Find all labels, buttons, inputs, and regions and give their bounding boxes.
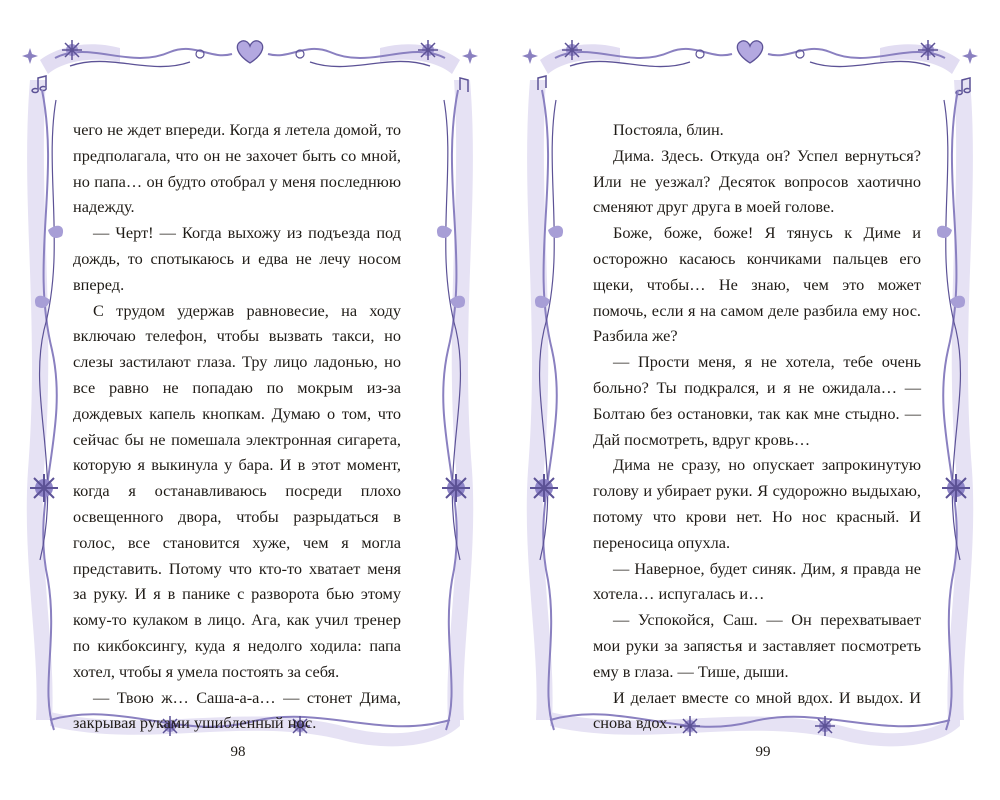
left-page-text <box>73 117 401 736</box>
cornflower-icon <box>918 40 938 60</box>
paragraph: Дима не сразу, но опускает запрокинутую голову и убирает руки. Я судорожно выдыхаю, потому что крови нет. Но нос красный. И переносица опухла. <box>593 455 921 552</box>
cornflower-icon <box>562 40 582 60</box>
cornflower-icon <box>442 474 470 502</box>
heart-icon <box>237 41 262 63</box>
paragraph: чего не ждет впереди. Когда я летела домой, то предполагала, что он не захочет быть со мной, но папа… он будто отобрал у меня последнюю надежду. <box>73 120 401 217</box>
heart-icon <box>737 41 762 63</box>
paragraph: — Твою ж… Саша-а-а… — стонет Дима, закрывая руками ушибленный нос. <box>73 687 401 733</box>
cornflower-icon <box>62 40 82 60</box>
page-number: 99 <box>755 744 771 760</box>
sparkle-icon <box>22 48 38 64</box>
right-page <box>500 0 1000 800</box>
paragraph: — Успокойся, Саш. — Он перехватывает мои руки за запястья и заставляет посмотреть ему в глаза. — Тише, дыши. <box>593 610 921 681</box>
cornflower-icon <box>942 474 970 502</box>
sparkle-icon <box>462 48 478 64</box>
sparkle-icon <box>522 48 538 64</box>
sparkle-icon <box>962 48 978 64</box>
cornflower-icon <box>418 40 438 60</box>
paragraph: — Наверное, будет синяк. Дим, я правда не хотела… испугалась и… <box>593 558 921 604</box>
paragraph: Дима. Здесь. Откуда он? Успел вернуться? Или не уезжал? Десяток вопросов хаотично сменяют друг друга в моей голове. <box>593 145 921 217</box>
paragraph: Постояла, блин. <box>613 120 724 139</box>
right-page-text <box>593 117 921 736</box>
page-number: 98 <box>230 744 246 760</box>
paragraph: С трудом удержав равновесие, на ходу включаю телефон, чтобы вызвать такси, но слезы застилают глаза. Тру лицо ладонью, но все равно не попадаю по мокрым из-за дождевых капель кнопкам. Думаю о том, что сейчас бы не помешала электронная сигарета, которую я выкинула у бара. И в этот момент, когда я останавливаюсь посреди плохо освещенного двора, чтобы разрыдаться в голос, все становится хуже, чем я могла представить. Потому что кто-то хватает меня за руку. И я в панике с разворота бью этому кому-то кулаком в лицо. Ага, как учил тренер по кикбоксингу, куда я недолго ходила: папа хотел, чтобы я умела постоять за себя. <box>73 300 401 681</box>
cornflower-icon <box>30 474 58 502</box>
paragraph: Боже, боже, боже! Я тянусь к Диме и осторожно касаюсь кончиками пальцев его щеки, чтобы… Не знаю, чем это может помочь, если я на самом деле разбила ему нос. Разбила же? <box>593 223 921 346</box>
paragraph: И делает вместе со мной вдох. И выдох. И снова вдох… <box>593 687 921 733</box>
cornflower-icon <box>530 474 558 502</box>
paragraph: — Прости меня, я не хотела, тебе очень больно? Ты подкрался, и я не ожидала… — Болтаю без остановки, так как мне стыдно. — Дай посмотреть, вдруг кровь… <box>593 352 921 449</box>
paragraph: — Черт! — Когда выхожу из подъезда под дождь, то спотыкаюсь и едва не лечу носом вперед. <box>73 223 401 294</box>
